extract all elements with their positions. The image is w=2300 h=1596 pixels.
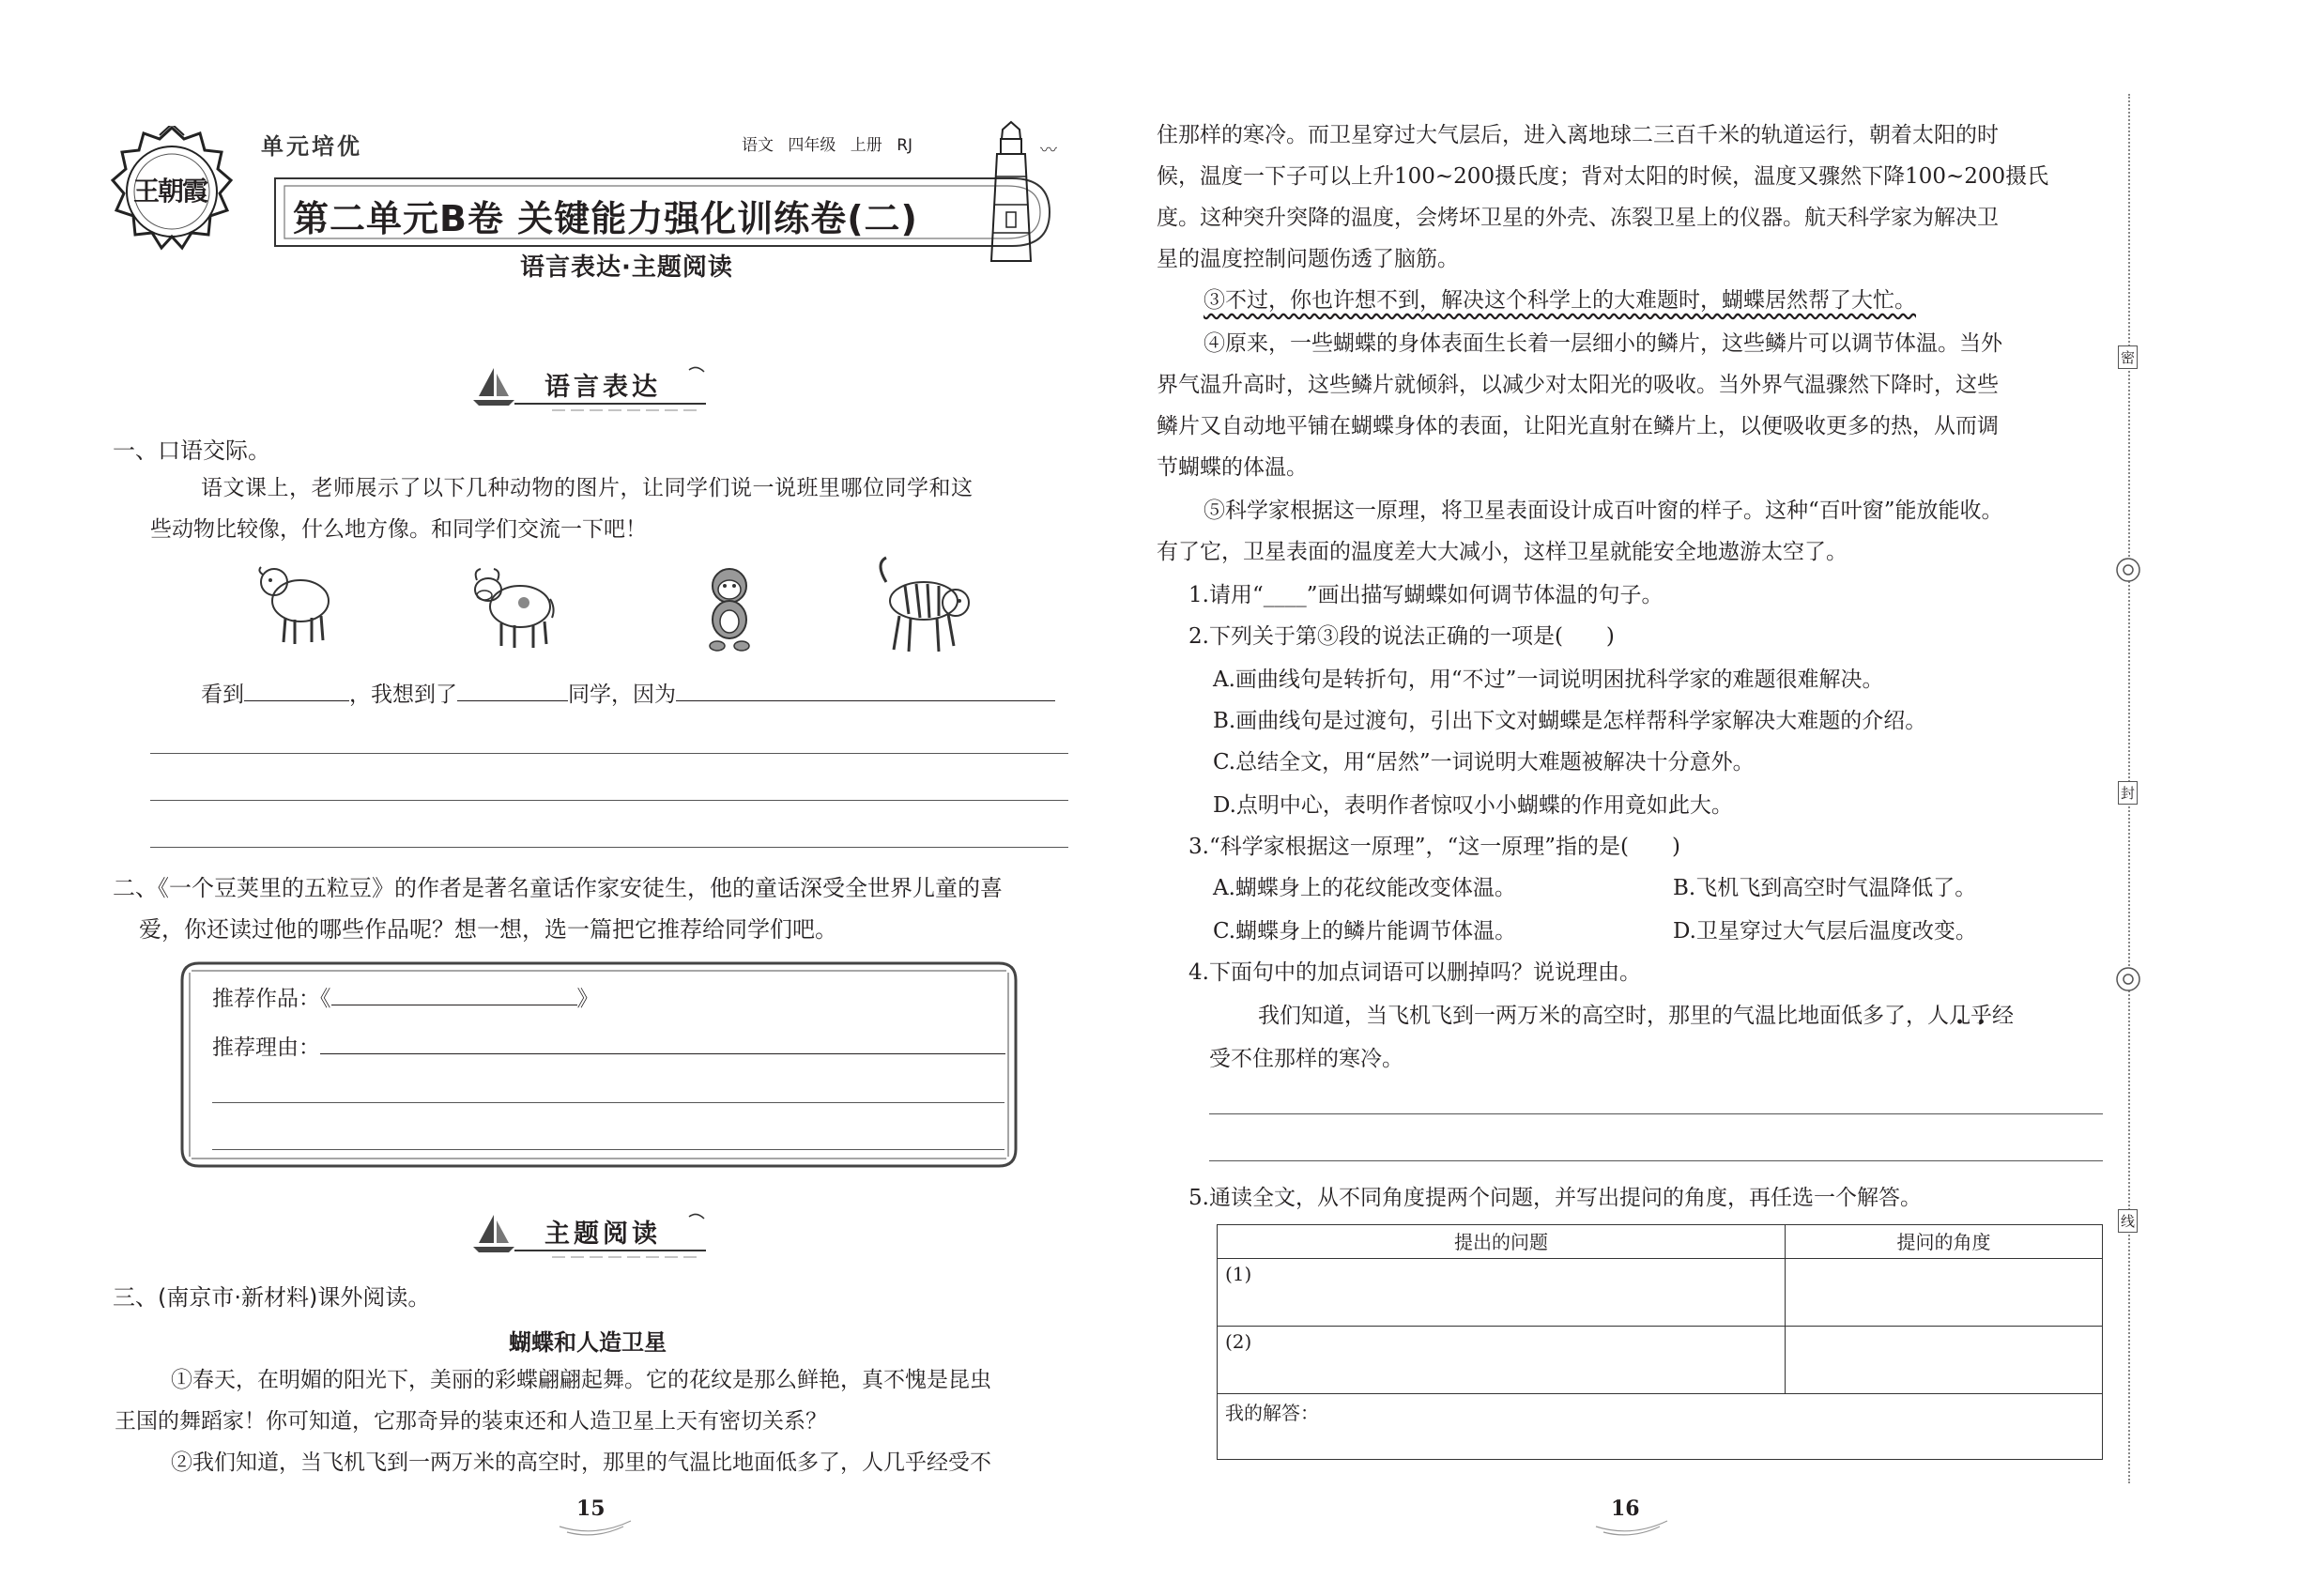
table-header-angle: 提问的角度: [1786, 1225, 2103, 1259]
section-heading-reading: [471, 1211, 715, 1260]
article-line: ①春天，在明媚的阳光下，美丽的彩蝶翩翩起舞。它的花纹是那么鲜艳，真不愧是昆虫: [171, 1368, 991, 1392]
q1-fill-suffix: 同学，因为: [568, 683, 676, 707]
bird-icon: 〰: [1040, 141, 1057, 161]
reason-blank[interactable]: [676, 674, 1055, 701]
article-line: 星的温度控制问题伤透了脑筋。: [1157, 247, 1459, 271]
question-3: 3.“科学家根据这一原理”，“这一原理”指的是( ): [1188, 835, 1680, 859]
q4-quote-text: 我们知道，当飞机飞到一两万米的高空时，那里的气温比地面低多了，人: [1258, 1004, 1949, 1028]
section-title-reading: 主题阅读: [544, 1220, 661, 1249]
dotted-char: 乎: [1970, 1004, 1992, 1028]
table-cell-question-2[interactable]: (2): [1218, 1327, 1786, 1394]
answer-line[interactable]: [1209, 1160, 2103, 1161]
table-cell-angle-1[interactable]: [1786, 1259, 2103, 1327]
open-book-bracket: 《: [320, 987, 331, 1011]
article-line: 住那样的寒冷。而卫星穿过大气层后，进入离地球二三百千米的轨道运行，朝着太阳的时: [1157, 123, 1999, 147]
logo-badge: [111, 126, 233, 267]
answer-line[interactable]: [212, 1149, 1004, 1150]
q1-fill-mid: ，我想到了: [349, 683, 457, 707]
article-line: 界气温升高时，这些鳞片就倾斜，以减少对太阳光的吸收。当外界气温骤然下降时，这些: [1157, 373, 1999, 397]
q3-option-c[interactable]: C.蝴蝶身上的鳞片能调节体温。: [1213, 919, 1517, 944]
q1-fill-sentence: [201, 674, 1055, 715]
recommend-reason-row: [212, 1027, 1005, 1068]
article-line: ④原来，一些蝴蝶的身体表面生长着一层细小的鳞片，这些鳞片可以调节体温。当外: [1204, 331, 2002, 356]
exam-subtitle: 语言表达·主题阅读: [520, 253, 733, 282]
answer-line[interactable]: [150, 847, 1068, 848]
sheep-image: [253, 554, 338, 648]
binding-ornament-icon: [2114, 556, 2142, 584]
section-title-language: 语言表达: [544, 373, 661, 402]
table-cell-answer[interactable]: 我的解答：: [1218, 1394, 2103, 1460]
table-header-question: 提出的问题: [1218, 1225, 1786, 1259]
page-number-swirl: [1594, 1517, 1669, 1536]
page-number-swirl: [558, 1517, 633, 1536]
answer-line[interactable]: [1209, 1113, 2103, 1114]
subject-meta: 语文 四年级 上册 RJ: [742, 136, 913, 155]
q4-quote-line1: [1258, 995, 2014, 1036]
article-line: ⑤科学家根据这一原理，将卫星表面设计成百叶窗的样子。这种“百叶窗”能放能收。: [1204, 499, 2003, 523]
article-line: 度。这种突升突降的温度，会烤坏卫星的外壳、冻裂卫星上的仪器。航天科学家为解决卫: [1157, 206, 1999, 230]
recommend-reason-label: 推荐理由：: [212, 1036, 320, 1060]
reason-blank[interactable]: [320, 1027, 1005, 1054]
question-5: 5.通读全文，从不同角度提两个问题，并写出提问的角度，再任选一个解答。: [1188, 1186, 1922, 1210]
q3-option-a[interactable]: A.蝴蝶身上的花纹能改变体温。: [1213, 876, 1516, 900]
question-1: 1.请用“____”画出描写蝴蝶如何调节体温的句子。: [1188, 583, 1664, 607]
q2-option-b[interactable]: B.画曲线句是过渡句，引出下文对蝴蝶是怎样帮科学家解决大难题的介绍。: [1213, 709, 1927, 733]
article-line: 鳞片又自动地平铺在蝴蝶身体的表面，让阳光直射在鳞片上，以便吸收更多的热，从而调: [1157, 414, 1999, 438]
answer-line[interactable]: [212, 1102, 1004, 1103]
article-line: 节蝴蝶的体温。: [1157, 455, 1308, 480]
animal-blank[interactable]: [244, 674, 349, 701]
wavy-sentence: ③不过，你也许想不到，解决这个科学上的大难题时，蝴蝶居然帮了大忙。: [1204, 288, 1916, 313]
q1-heading: 一、口语交际。: [113, 437, 270, 464]
binding-mark: 封: [2118, 781, 2138, 805]
section-heading-language: [471, 364, 715, 413]
page-number-left: 15: [576, 1496, 606, 1521]
binding-mark: 线: [2118, 1209, 2138, 1233]
classmate-blank[interactable]: [457, 674, 568, 701]
ox-image: [468, 561, 558, 652]
question-4: 4.下面句中的加点词语可以删掉吗？说说理由。: [1188, 960, 1641, 985]
q2-option-c[interactable]: C.总结全文，用“居然”一词说明大难题被解决十分意外。: [1213, 750, 1755, 775]
article-line: 有了它，卫星表面的温度差大大减小，这样卫星就能安全地遨游太空了。: [1157, 540, 1848, 564]
q4-quote-line2: 受不住那样的寒冷。: [1209, 1047, 1403, 1071]
answer-line[interactable]: [150, 800, 1068, 801]
page-number-right: 16: [1611, 1496, 1640, 1521]
q3-option-b[interactable]: B.飞机飞到高空时气温降低了。: [1673, 876, 1977, 900]
exam-title: 第二单元B卷 关键能力强化训练卷(二): [293, 198, 918, 239]
q3-option-d[interactable]: D.卫星穿过大气层后温度改变。: [1673, 919, 1977, 944]
article-line: ②我们知道，当飞机飞到一两万米的高空时，那里的气温比地面低多了，人几乎经受不: [171, 1450, 991, 1475]
binding-ornament-icon: [2114, 965, 2142, 993]
tiger-image: [867, 554, 973, 657]
q1-paragraph-line2: 些动物比较像，什么地方像。和同学们交流一下吧！: [150, 517, 647, 542]
series-label: 单元培优: [261, 133, 362, 160]
lighthouse-icon: [978, 120, 1044, 270]
monkey-image: [697, 563, 762, 653]
question-2: 2.下列关于第③段的说法正确的一项是( ): [1188, 624, 1615, 649]
q1-fill-prefix: 看到: [201, 683, 244, 707]
q1-paragraph-line1: 语文课上，老师展示了以下几种动物的图片，让同学们说一说班里哪位同学和这: [201, 476, 974, 500]
q2-option-d[interactable]: D.点明中心，表明作者惊叹小小蝴蝶的作用竟如此大。: [1213, 793, 1733, 818]
table-cell-angle-2[interactable]: [1786, 1327, 2103, 1394]
dotted-char: 几: [1949, 1004, 1970, 1028]
article-title: 蝴蝶和人造卫星: [509, 1329, 667, 1356]
logo-text: 王朝霞: [133, 176, 207, 207]
paragraph-3-wavy: [1204, 280, 1916, 321]
q2-line1: 二、《一个豆荚里的五粒豆》的作者是著名童话作家安徒生，他的童话深受全世界儿童的喜: [113, 875, 1003, 901]
close-book-bracket: 》: [576, 987, 599, 1011]
recommend-work-row: [212, 978, 599, 1020]
table-cell-question-1[interactable]: (1): [1218, 1259, 1786, 1327]
q4-quote-text: 经: [1992, 1004, 2014, 1028]
article-line: 王国的舞蹈家！你可知道，它那奇异的装束还和人造卫星上天有密切关系？: [115, 1409, 827, 1434]
q3-heading: 三、(南京市·新材料)课外阅读。: [113, 1284, 431, 1311]
book-title-blank[interactable]: [331, 978, 577, 1005]
binding-mark: 密: [2118, 345, 2138, 369]
article-line: 候，温度一下子可以上升100~200摄氏度；背对太阳的时候，温度又骤然下降100~200摄氏: [1157, 164, 2049, 189]
q2-option-a[interactable]: A.画曲线句是转折句，用“不过”一词说明困扰科学家的难题很难解决。: [1213, 668, 1884, 692]
q2-line2: 爱，你还读过他的哪些作品呢？想一想，选一篇把它推荐给同学们吧。: [139, 916, 837, 943]
question-table: [1217, 1224, 2103, 1460]
recommend-work-label: 推荐作品：: [212, 987, 320, 1011]
answer-line[interactable]: [150, 753, 1068, 754]
